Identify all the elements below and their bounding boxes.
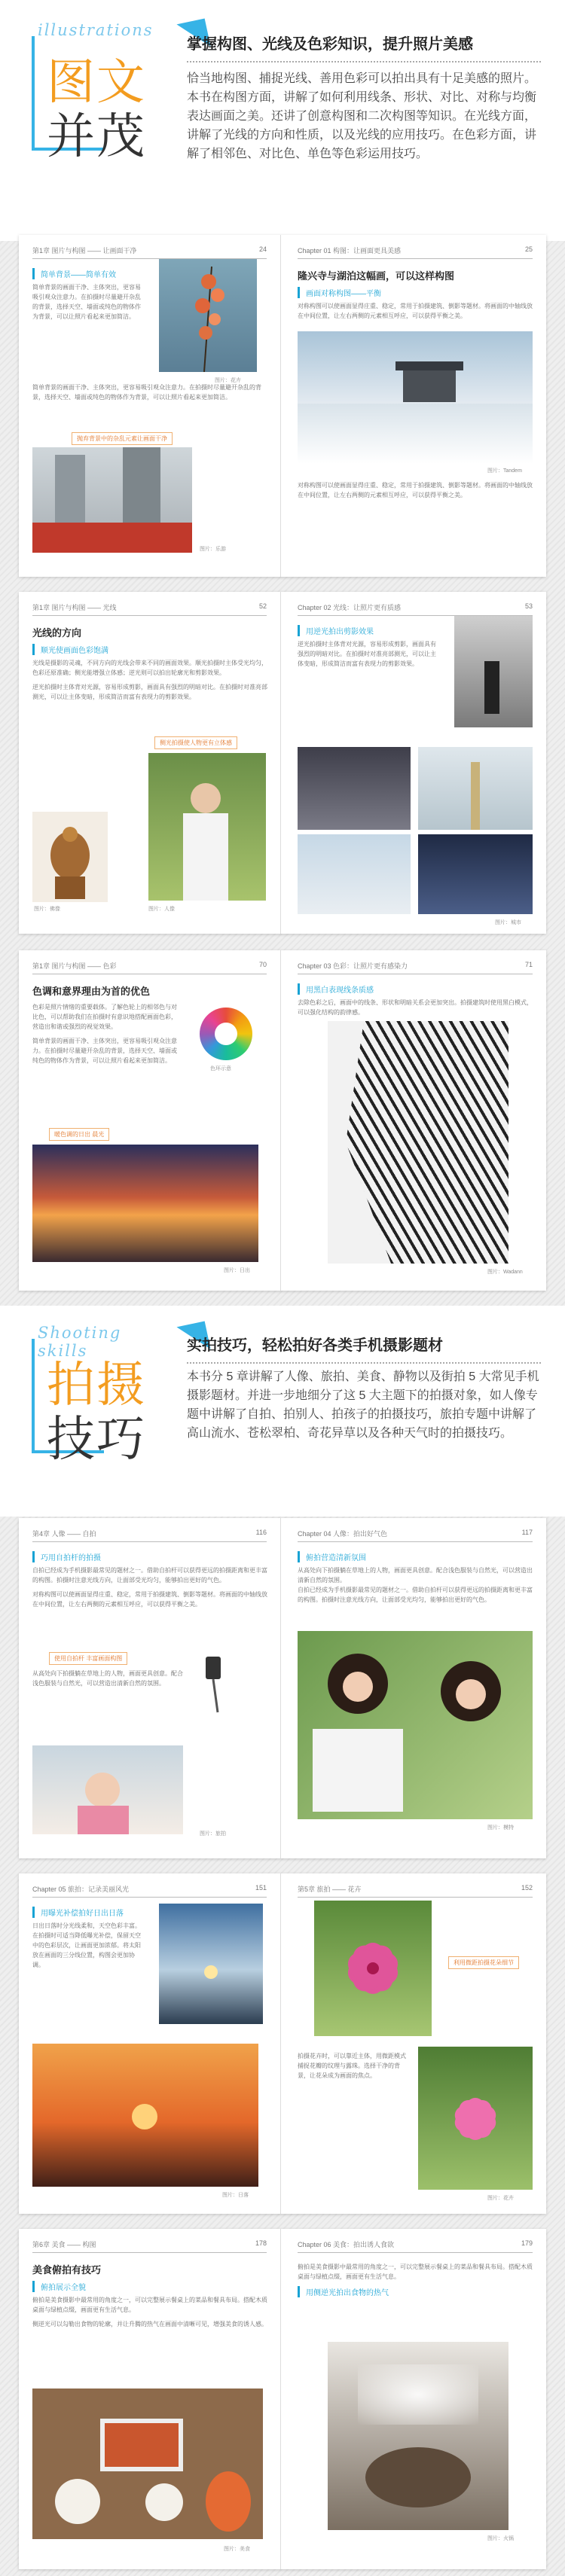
section-logo <box>32 21 160 165</box>
page-header: 第1章 图片与构图 —— 让画面干净 <box>32 247 137 255</box>
food-flatlay-photo <box>32 2389 263 2539</box>
book-spread-4 <box>19 1518 546 1858</box>
lying-portrait-photo <box>298 1631 533 1819</box>
logo-line2: 技巧 <box>47 1412 146 1468</box>
right-page: 第5章 旅拍 —— 花卉 152 利用微距拍摄花朵细节 拍摄花卉时，可以靠近主体，用微距模式捕捉花瓣的纹理与露珠。选择干净的背景，让花朵成为画面的焦点。 图片：花卉 <box>298 1884 533 2201</box>
flower-icon <box>314 1901 432 2036</box>
logo-english: Shooting skills <box>38 1324 122 1360</box>
callout-label: 抛弃背景中的杂乱元素让画面干净 <box>72 432 173 445</box>
subheading: 简单背景——简单有效 <box>32 268 145 279</box>
left-page: 第1章 图片与构图 —— 色彩 70 色调和意界理由为首的优色 色彩是照片情绪的重要载体。了解色轮上的相邻色与对比色，可以帮助我们在拍摄时有意识地搭配画面色彩，营造出和谐或强烈的视觉效果。 简单背景的画面干净、主体突出，更容易吸引观众注意力。在拍摄时尽量避开杂乱的背景，选择天空、墙面或纯色的物体作为背景，可以让照片看起来更加简洁。 色环示意 暖色调的日出 晨光 图片：日出 <box>19 950 281 1291</box>
left-page: 第6章 美食 —— 构图 178 美食俯拍有技巧 俯拍展示全貌 俯拍是美食摄影中最常用的角度之一，可以完整展示餐桌上的菜品和餐具布局。搭配木质桌面与绿植点缀，画面更有生活气息。 侧逆光可以勾勒出食物的轮廓，并让升腾的热气在画面中清晰可见，增强美食的诱人感。 图片：美食 <box>19 2229 281 2569</box>
pink-flower-closeup-photo <box>418 2047 533 2190</box>
book-spread-1 <box>19 235 546 577</box>
right-page: Chapter 01 构图：让画面更具美感 25 隆兴寺与湖泊这幅画，可以这样构图 画面对称构图——平衡 对称构图可以使画面显得庄重、稳定，常用于拍摄建筑、倒影等题材。将画面的中轴线放在中间位置，让左右两侧的元素相互呼应，可以获得平衡之美。 图片：Tandem 对称构图可以使画面显得庄重、稳定，常用于拍摄建筑、倒影等题材。将画面的中轴线放在中间位置，让左右两侧的元素相互呼应，可以获得平衡之美。 <box>298 245 533 498</box>
left-page: Chapter 05 旅拍：记录美丽风光 151 用曝光补偿拍好日出日落 日出日落时分光线柔和，天空色彩丰富。在拍摄时可适当降低曝光补偿，保留天空中的色彩层次，让画面更加浓郁。将太阳放在画面的三分线位置，构图会更加协调。 图片：日落 <box>19 1873 281 2214</box>
pink-flower-photo <box>314 1901 432 2036</box>
left-page: 第1章 图片与构图 —— 光线 52 光线的方向 顺光使画面色彩饱满 光线是摄影的灵魂，不同方向的光线会带来不同的画面效果。顺光拍摄时主体受光均匀，色彩还原准确；侧光能增强立体感；逆光则可以拍出轮廓光和剪影效果。 逆光拍摄时主体背对光源，容易形成剪影，画面具有强烈的明暗对比。在拍摄时对准亮部测光，可以让主体变暗，形成简洁而富有表现力的剪影效果。 侧光拍摄使人物更有立体感 图片：佛像 图片：人像 <box>19 592 281 934</box>
color-wheel <box>200 1008 252 1060</box>
tower-photo <box>418 747 533 830</box>
body-text: 简单背景的画面干净、主体突出，更容易吸引观众注意力。在拍摄时尽量避开杂乱的背景，选择天空、墙面或纯色的物体作为背景，可以让照片看起来更加简洁。 <box>32 284 141 320</box>
selfie-photo <box>32 1745 183 1834</box>
flower-branch-icon <box>159 259 257 372</box>
section-illustrations <box>0 0 565 241</box>
sunset-sea-photo <box>159 1904 263 2024</box>
portrait-photo <box>148 753 266 901</box>
city-night-photo <box>418 834 533 914</box>
orange-sunset-photo <box>32 2044 258 2187</box>
page-header: Chapter 01 构图：让画面更具美感 <box>298 247 402 255</box>
architecture-bw-photo <box>328 1021 508 1264</box>
buddha-photo <box>32 812 108 902</box>
book-spread-3 <box>19 950 546 1291</box>
subheading: 画面对称构图——平衡 <box>298 287 533 298</box>
logo-line1: 拍摄 <box>47 1358 146 1413</box>
book-spread-6 <box>19 2229 546 2569</box>
silhouette-photo <box>454 616 533 727</box>
book-spread-2 <box>19 592 546 934</box>
left-page: 第4章 人像 —— 自拍 116 巧用自拍杆的拍摄 自拍已经成为手机摄影最常见的题材之一。借助自拍杆可以获得更远的拍摄距离和更丰富的构图。拍摄时注意光线方向，让面部受光均匀，能够拍出更好的气色。 对称构图可以使画面显得庄重、稳定，常用于拍摄建筑、倒影等题材。将画面的中轴线放在中间位置，让左右两侧的元素相互呼应，可以获得平衡之美。 使用自拍杆 丰富画面构图 从高处向下拍摄躺在草地上的人物，画面更具创意。配合浅色服装与自然光，可以营造出清新自然的氛围。 图片：旅拍 <box>19 1518 281 1858</box>
right-page: Chapter 04 人像：拍出好气色 117 俯拍营造清新氛围 从高处向下拍摄躺在草地上的人物，画面更具创意。配合浅色服装与自然光，可以营造出清新自然的氛围。 自拍已经成为手机摄影最常见的题材之一。借助自拍杆可以获得更远的拍摄距离和更丰富的构图。拍摄时注意光线方向，让面部受光均匀，能够拍出更好的气色。 图片：模特 <box>298 1529 533 1831</box>
flower-photo <box>159 259 257 372</box>
body-text: 对称构图可以使画面显得庄重、稳定，常用于拍摄建筑、倒影等题材。将画面的中轴线放在中间位置，让左右两侧的元素相互呼应，可以获得平衡之美。 <box>298 303 533 319</box>
section-body: 本书分 5 章讲解了人像、旅拍、美食、静物以及街拍 5 大常见手机摄影题材。并进一步地细分了这 5 大主题下的拍摄对象，如人像专题中讲解了自拍、拍别人、拍孩子的拍摄技巧，旅拍专题中讲解了高山流水、苍松翠柏、奇花异草以及各种天气时的拍摄技巧。 <box>187 1370 539 1440</box>
buddha-statue-icon <box>32 812 108 902</box>
section-logo <box>32 1324 160 1468</box>
crowd-photo <box>32 447 192 553</box>
selfie-stick-icon <box>192 1654 237 1714</box>
book-spread-5 <box>19 1873 546 2214</box>
logo-english: illustrations <box>38 21 154 39</box>
bridge-photo <box>298 834 411 914</box>
steaming-hotpot-photo <box>328 2342 508 2530</box>
left-page: 第1章 图片与构图 —— 让画面干净 24 简单背景——简单有效 简单背景的画面干净、主体突出，更容易吸引观众注意力。在拍摄时尽量避开杂乱的背景，选择天空、墙面或纯色的物体作为背景，可以让照片看起来更加简洁。 图片：花卉 简单背景的画面干净、主体突出，更容易吸引观众注意力。在拍摄时尽量避开杂乱的背景，选择天空、墙面或纯色的物体作为背景，可以让照片看起来更加简洁。 抛弃背景中的杂乱元素让画面干净 图片：乐游 <box>19 235 281 577</box>
flower-icon <box>418 2047 533 2190</box>
right-page: Chapter 02 光线：让照片更有质感 53 用逆光拍出剪影效果 逆光拍摄时主体背对光源，容易形成剪影，画面具有强烈的明暗对比。在拍摄时对准亮部测光，可以让主体变暗，形成简洁而富有表现力的剪影效果。 图片：城市 <box>298 602 533 925</box>
section-title: 掌握构图、光线及色彩知识，提升照片美感 <box>187 32 541 62</box>
section-body: 恰当地构图、捕捉光线、善用色彩可以拍出具有十足美感的照片。本书在构图方面，讲解了如何利用线条、形状、对比、对称与均衡表达画面之美。还讲了创意构图和二次构图等知识。在光线方面，讲解了光线的方向和性质，以及光线的应用技巧。在色彩方面，讲解了相邻色、对比色、单色等色彩运用技巧。 <box>187 72 537 160</box>
logo-line1: 图文 <box>47 55 146 111</box>
logo-line2: 并茂 <box>47 109 146 165</box>
right-page: Chapter 03 色彩：让照片更有感染力 71 用黑白表现线条质感 去除色彩之后，画面中的线条、形状和明暗关系会更加突出。拍摄建筑时使用黑白模式，可以强化结构的韵律感。 图片：Wadann <box>298 961 533 1275</box>
temple-photo <box>298 331 533 464</box>
right-page: Chapter 06 美食：拍出诱人食欲 179 俯拍是美食摄影中最常用的角度之一，可以完整展示餐桌上的菜品和餐具布局。搭配木质桌面与绿植点缀，画面更有生活气息。 用侧逆光拍出食物的热气 图片：火锅 <box>298 2239 533 2541</box>
heading: 隆兴寺与湖泊这幅画，可以这样构图 <box>298 271 455 282</box>
street-photo-1 <box>298 747 411 830</box>
sunrise-photo <box>32 1145 258 1262</box>
section-title: 实拍技巧，轻松拍好各类手机摄影题材 <box>187 1333 541 1364</box>
section-shooting-skills <box>0 1306 565 1517</box>
